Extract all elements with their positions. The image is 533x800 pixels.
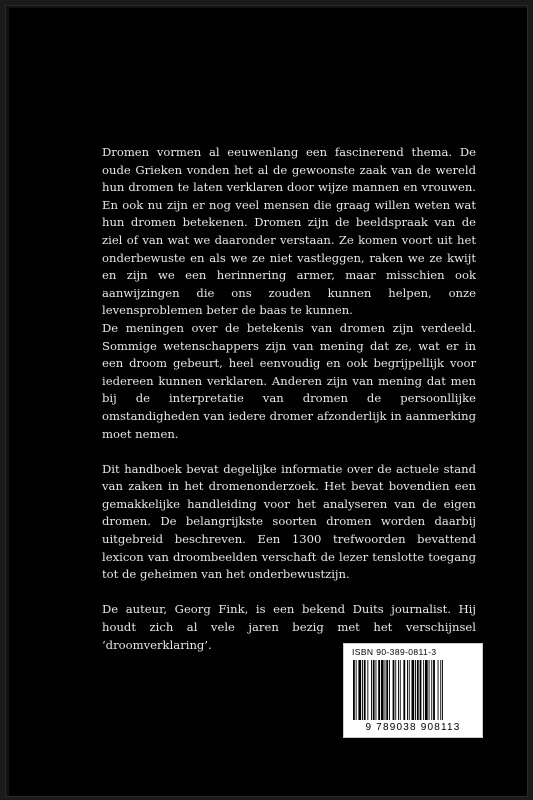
barcode-icon xyxy=(352,660,476,720)
blurb-paragraph-4: De auteur, Georg Fink, is een bekend Duits journalist. Hij houdt zich al vele jaren bezig met het verschijnsel ‘droomverklaring’. xyxy=(102,602,476,652)
blurb-paragraph-3: Dit handboek bevat degelijke informatie over de actuele stand van zaken in het dromenonderzoek. Het bevat bovendien een gemakkelijke handleiding voor het analyseren van de eigen dromen. De belangrijkste soorten dromen worden daarbij uitgebreid beschreven. Een 1300 trefwoorden bevattend lexicon van droombeelden verschaft de lezer tenslotte toegang tot de geheimen van het onderbewustzijn. xyxy=(102,461,476,582)
blurb-paragraph-1: Dromen vormen al eeuwenlang een fascinerend thema. De oude Grieken vonden het al de gewoonste zaak van de wereld hun dromen te laten verklaren door wijze mannen en vrouwen. En ook nu zijn er nog veel mensen die graag willen weten wat hun dromen betekenen. Dromen zijn de beeldspraak van de ziel of van wat we daaronder verstaan. Ze komen voort uit het onderbewuste en als we ze niet vastleggen, raken we ze kwijt en zijn we een herinnering armer, maar misschien ook aanwijzingen die ons zouden kunnen helpen, onze levensproblemen beter de baas te kunnen. xyxy=(102,145,476,318)
barcode-panel xyxy=(343,643,483,738)
blurb-text xyxy=(102,144,476,654)
ean-number: 9 789038 908113 xyxy=(365,722,461,733)
blurb-paragraph-2: De meningen over de betekenis van dromen zijn verdeeld. Sommige wetenschappers zijn van mening dat ze, wat er in een droom gebeurt, heel eenvoudig en ook begrijpellijk voor iedereen kunnen verklaren. Anderen zijn van mening dat men bij de interpretatie van dromen de persoonllijke omstandigheden van iedere dromer afzonderlijk in aanmerking moet nemen. xyxy=(102,320,476,441)
isbn-label: ISBN 90-389-0811-3 xyxy=(352,647,437,657)
